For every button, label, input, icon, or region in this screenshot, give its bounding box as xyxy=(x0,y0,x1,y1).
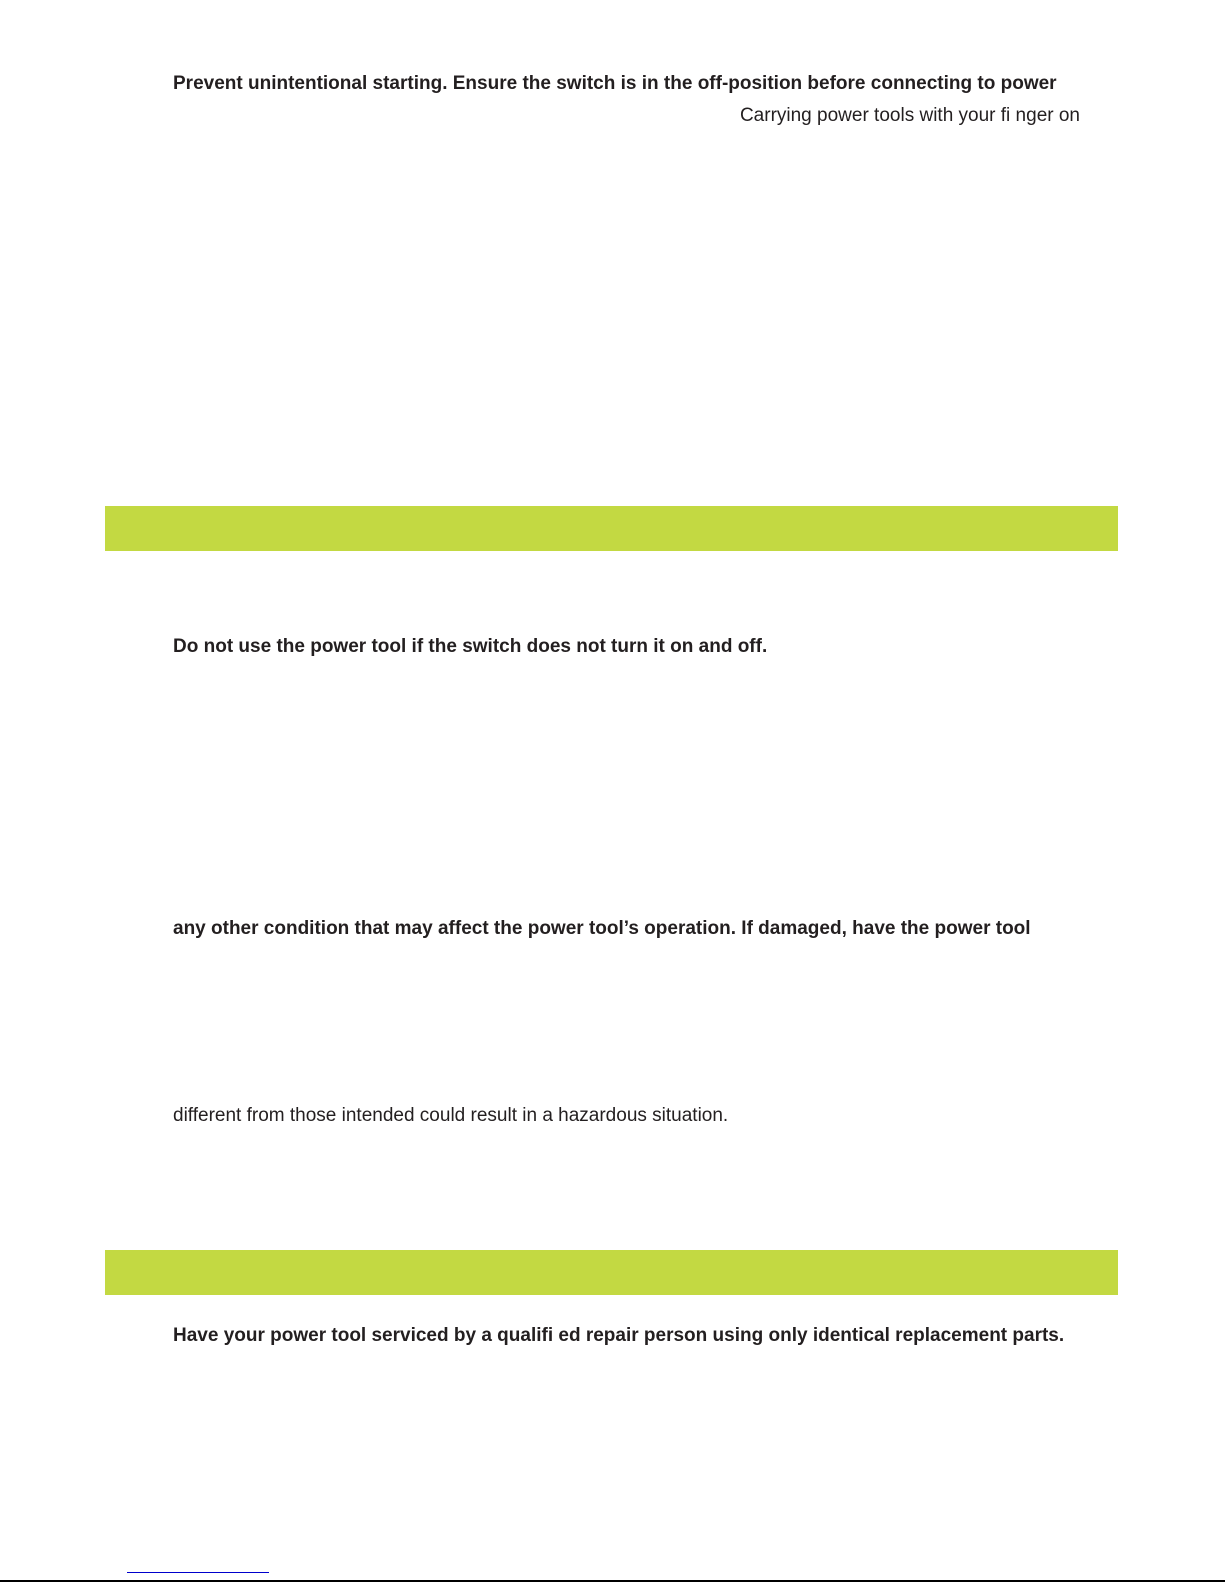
text-line-hazardous-situation: different from those intended could result in a hazardous situation. xyxy=(173,1105,729,1126)
text-line-carrying-power-tools: Carrying power tools with your fi nger on xyxy=(739,105,1080,126)
text-line-service-requirement: Have your power tool serviced by a qualifi ed repair person using only identical replacement parts. xyxy=(173,1325,1065,1346)
footer-link-underline xyxy=(127,1572,269,1573)
text-line-damage-condition: any other condition that may affect the power tool’s operation. If damaged, have the power tool xyxy=(173,918,1031,939)
footer-rule xyxy=(0,1580,1225,1582)
section-divider-band xyxy=(105,506,1118,551)
section-divider-band xyxy=(105,1250,1118,1295)
text-line-switch-warning: Do not use the power tool if the switch does not turn it on and off. xyxy=(173,636,768,657)
text-line-prevent-starting: Prevent unintentional starting. Ensure the switch is in the off-position before connecting to power xyxy=(173,73,1057,94)
